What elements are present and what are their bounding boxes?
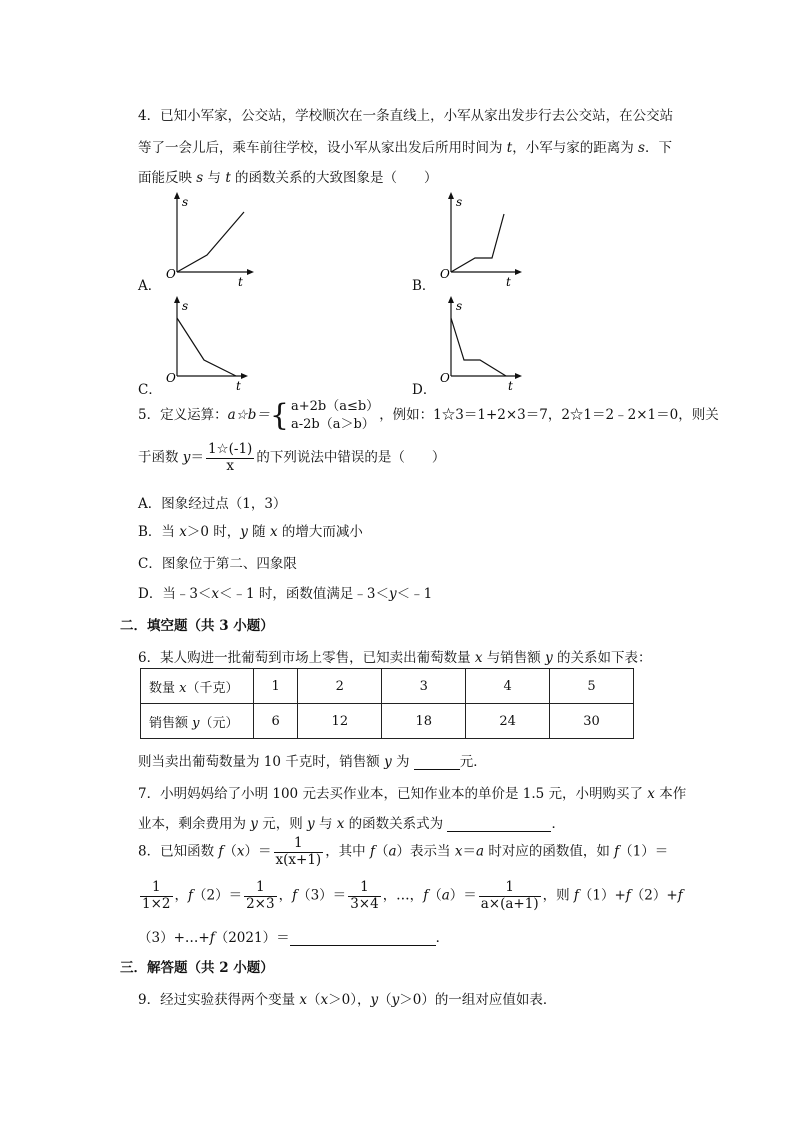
table-cell: 12	[298, 704, 382, 739]
q9-text: 9．经过实验获得两个变量 x（x＞0），y（y＞0）的一组对应值如表．	[138, 992, 557, 1008]
table-cell: 5	[550, 669, 634, 704]
fraction: $\frac{1}{2\times 3}$	[246, 879, 275, 912]
table-cell: 3	[382, 669, 466, 704]
answer-blank[interactable]	[290, 931, 436, 946]
option-b-label[interactable]: B．	[412, 278, 436, 294]
q7-line1: 7．小明妈妈给了小明 100 元去买作业本，已知作业本的单价是 1.5 元，小明购买了 x 本作	[138, 786, 687, 802]
graph-option-d	[434, 296, 534, 400]
graph-line	[451, 318, 506, 376]
axis-label-s: s	[456, 195, 463, 209]
table-row	[141, 704, 634, 739]
y-axis-arrow	[174, 296, 180, 303]
axis-label-t: t	[506, 275, 511, 289]
q5-line1: 5．定义运算：a☆b＝{ a+2b（a≤b） a-2b（a＞b） ，例如：1☆3＝1+2×3＝7，2☆1＝2﹣2×1＝0，则关	[138, 397, 719, 433]
brace: {	[269, 397, 289, 433]
row-header-quantity: 数量 x（千克）	[141, 669, 254, 704]
answer-blank[interactable]	[447, 817, 551, 832]
q6-after: 则当卖出葡萄数量为 10 千克时，销售额 y 为 元．	[138, 754, 487, 770]
origin-label: O	[440, 371, 450, 385]
axis-label-s: s	[182, 195, 189, 209]
q5-option-d[interactable]: D．当﹣3＜x＜﹣1 时，函数值满足﹣3＜y＜﹣1	[138, 586, 433, 602]
graph-line	[451, 214, 504, 272]
graph-line	[177, 212, 244, 272]
x-axis-arrow	[515, 269, 522, 275]
graph-option-c	[160, 296, 260, 400]
graph-line	[177, 318, 236, 376]
x-axis-arrow	[247, 269, 254, 275]
q5-option-a[interactable]: A．图象经过点（1，3）	[138, 496, 287, 512]
q4-line2: 等了一会儿后，乘车前往学校，设小军从家出发后所用时间为 t，小军与家的距离为 s．下	[138, 140, 672, 156]
q4-line3: 面能反映 s 与 t 的函数关系的大致图象是（ ）	[138, 170, 438, 186]
option-a-label[interactable]: A．	[138, 278, 162, 294]
section-3-heading: 三．解答题（共 2 小题）	[120, 960, 274, 976]
cases: a+2b（a≤b） a-2b（a＞b）	[290, 399, 380, 432]
origin-label: O	[440, 267, 450, 281]
fraction: $\frac{1☆(-1)}{x}$	[207, 441, 253, 474]
table-cell: 18	[382, 704, 466, 739]
q7-line2: 业本，剩余费用为 y 元，则 y 与 x 的函数关系式为 ．	[138, 816, 565, 832]
graph-option-a	[160, 192, 260, 296]
fraction: $\frac{1}{a\times(a+1)}$	[480, 879, 539, 912]
axis-label-s: s	[182, 299, 189, 313]
origin-label: O	[166, 267, 176, 281]
axis-label-t: t	[236, 379, 241, 393]
origin-label: O	[166, 371, 176, 385]
x-axis-arrow	[241, 373, 248, 379]
axis-label-s: s	[456, 299, 463, 313]
table-cell: 30	[550, 704, 634, 739]
graph-option-b	[434, 192, 534, 296]
row-header-sales: 销售额 y（元）	[141, 704, 254, 739]
q8-line2: $\frac{1}{1\times 2}$ ，f（2）＝ $\frac{1}{2\times 3}$ ，f（3）＝ $\frac{1}{3\times 4}$ ，…，f（a）＝ $\frac{1}{a\times(a+1)}$ ，则 f（1）+f（2）+f	[142, 879, 683, 912]
table-row	[141, 669, 634, 704]
axis-label-t: t	[238, 275, 243, 289]
option-d-label[interactable]: D．	[412, 382, 437, 398]
table-cell: 6	[254, 704, 298, 739]
table-cell: 1	[254, 669, 298, 704]
section-2-heading: 二．填空题（共 3 小题）	[120, 618, 274, 634]
q5-option-b[interactable]: B．当 x＞0 时，y 随 x 的增大而减小	[138, 524, 363, 540]
q8-line3: （3）+…+f（2021）＝ ．	[138, 930, 450, 946]
option-c-label[interactable]: C．	[138, 382, 162, 398]
axis-label-t: t	[508, 379, 513, 393]
table-cell: 4	[466, 669, 550, 704]
fraction: $\frac{1}{x(x+1)}$	[275, 835, 322, 868]
fraction: $\frac{1}{1\times 2}$	[142, 879, 171, 912]
q4-line1: 4．已知小军家，公交站，学校顺次在一条直线上，小军从家出发步行去公交站，在公交站	[138, 108, 674, 124]
q5-line2: 于函数 y＝ $\frac{1☆(-1)}{x}$ 的下列说法中错误的是（ ）	[138, 441, 446, 474]
y-axis-arrow	[448, 296, 454, 303]
answer-blank[interactable]	[414, 755, 460, 770]
q5-option-c[interactable]: C．图象位于第二、四象限	[138, 556, 297, 572]
q6-text: 6．某人购进一批葡萄到市场上零售，已知卖出葡萄数量 x 与销售额 y 的关系如下表：	[138, 650, 652, 666]
q8-line1: 8．已知函数 f（x）＝ $\frac{1}{x(x+1)}$ ，其中 f（a）表示当 x＝a 时对应的函数值，如 f（1）＝	[138, 835, 669, 868]
q6-table	[140, 668, 634, 739]
y-axis-arrow	[174, 192, 180, 199]
y-axis-arrow	[448, 192, 454, 199]
table-cell: 24	[466, 704, 550, 739]
fraction: $\frac{1}{3\times 4}$	[350, 879, 379, 912]
table-cell: 2	[298, 669, 382, 704]
x-axis-arrow	[515, 373, 522, 379]
